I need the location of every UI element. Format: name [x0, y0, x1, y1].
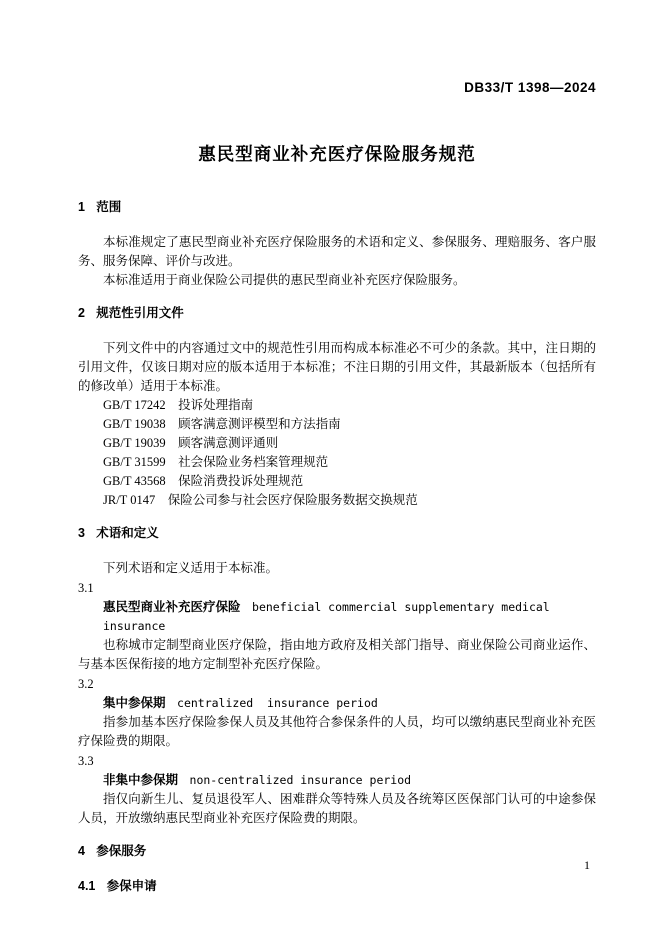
term-english: beneficial commercial supplementary medical insurance — [103, 600, 557, 633]
page-number: 1 — [584, 858, 590, 872]
term-line — [78, 771, 596, 790]
section-title: 规范性引用文件 — [96, 306, 184, 320]
reference-code: GB/T 19038 — [103, 417, 166, 431]
term-number: 3.1 — [78, 581, 94, 595]
paragraph: 下列术语和定义适用于本标准。 — [103, 561, 279, 575]
reference-list — [78, 396, 596, 510]
section-4-1-heading — [78, 877, 596, 896]
term-english: centralized insurance period — [177, 696, 378, 710]
term-entry — [78, 675, 596, 751]
reference-code: GB/T 43568 — [103, 474, 166, 488]
term-definition: 指参加基本医疗保险参保人员及其他符合参保条件的人员，均可以缴纳惠民型商业补充医疗保险费的期限。 — [78, 715, 596, 748]
section-1-heading — [78, 198, 596, 217]
reference-title: 投诉处理指南 — [178, 398, 254, 412]
reference-code: GB/T 19039 — [103, 436, 166, 450]
term-name: 集中参保期 — [103, 696, 166, 710]
section-title: 参保服务 — [96, 844, 147, 858]
section-scope — [78, 198, 596, 290]
reference-item — [103, 453, 596, 472]
term-entry — [78, 579, 596, 674]
paragraph: 下列文件中的内容通过文中的规范性引用而构成本标准必不可少的条款。其中，注日期的引用文件，仅该日期对应的版本适用于本标准；不注日期的引用文件，其最新版本（包括所有的修改单）适用于本标准。 — [78, 341, 596, 393]
term-line — [78, 694, 596, 713]
term-number: 3.2 — [78, 677, 94, 691]
term-entry — [78, 752, 596, 828]
reference-code: GB/T 17242 — [103, 398, 166, 412]
section-number: 2 — [78, 306, 85, 320]
reference-title: 顾客满意测评模型和方法指南 — [178, 417, 341, 431]
section-title: 范围 — [96, 200, 122, 214]
section-number: 3 — [78, 526, 85, 540]
section-title: 术语和定义 — [96, 526, 159, 540]
section-4-heading — [78, 842, 596, 861]
section-number: 1 — [78, 200, 85, 214]
section-normative-references — [78, 304, 596, 510]
term-name: 惠民型商业补充医疗保险 — [103, 600, 241, 614]
paragraph: 本标准规定了惠民型商业补充医疗保险服务的术语和定义、参保服务、理赔服务、客户服务、服务保障、评价与改进。 — [78, 235, 596, 268]
reference-title: 保险消费投诉处理规范 — [178, 474, 304, 488]
reference-item — [103, 415, 596, 434]
term-number: 3.3 — [78, 754, 94, 768]
reference-code: JR/T 0147 — [103, 493, 156, 507]
section-number: 4.1 — [78, 879, 96, 893]
paragraph: 本标准适用于商业保险公司提供的惠民型商业补充医疗保险服务。 — [103, 273, 466, 287]
term-english: non-centralized insurance period — [189, 773, 412, 787]
section-enrollment-services — [78, 842, 596, 896]
term-definition: 也称城市定制型商业医疗保险，指由地方政府及相关部门指导、商业保险公司商业运作、与基本医保衔接的地方定制型补充医疗保险。 — [78, 638, 596, 671]
reference-item — [103, 396, 596, 415]
section-3-heading — [78, 524, 596, 543]
reference-code: GB/T 31599 — [103, 455, 166, 469]
reference-item — [103, 472, 596, 491]
reference-title: 保险公司参与社会医疗保险服务数据交换规范 — [167, 493, 418, 507]
section-title: 参保申请 — [106, 879, 157, 893]
reference-title: 社会保险业务档案管理规范 — [178, 455, 329, 469]
section-2-heading — [78, 304, 596, 323]
reference-title: 顾客满意测评通则 — [178, 436, 279, 450]
reference-item — [103, 491, 596, 510]
reference-item — [103, 434, 596, 453]
term-name: 非集中参保期 — [103, 773, 179, 787]
doc-number: DB33/T 1398—2024 — [464, 80, 596, 95]
term-definition: 指仅向新生儿、复员退役军人、困难群众等特殊人员及各统筹区医保部门认可的中途参保人员，开放缴纳惠民型商业补充医疗保险费的期限。 — [78, 792, 596, 825]
document-title: 惠民型商业补充医疗保险服务规范 — [198, 144, 476, 164]
section-number: 4 — [78, 844, 85, 858]
term-line — [78, 598, 596, 636]
section-terms-and-definitions — [78, 524, 596, 828]
